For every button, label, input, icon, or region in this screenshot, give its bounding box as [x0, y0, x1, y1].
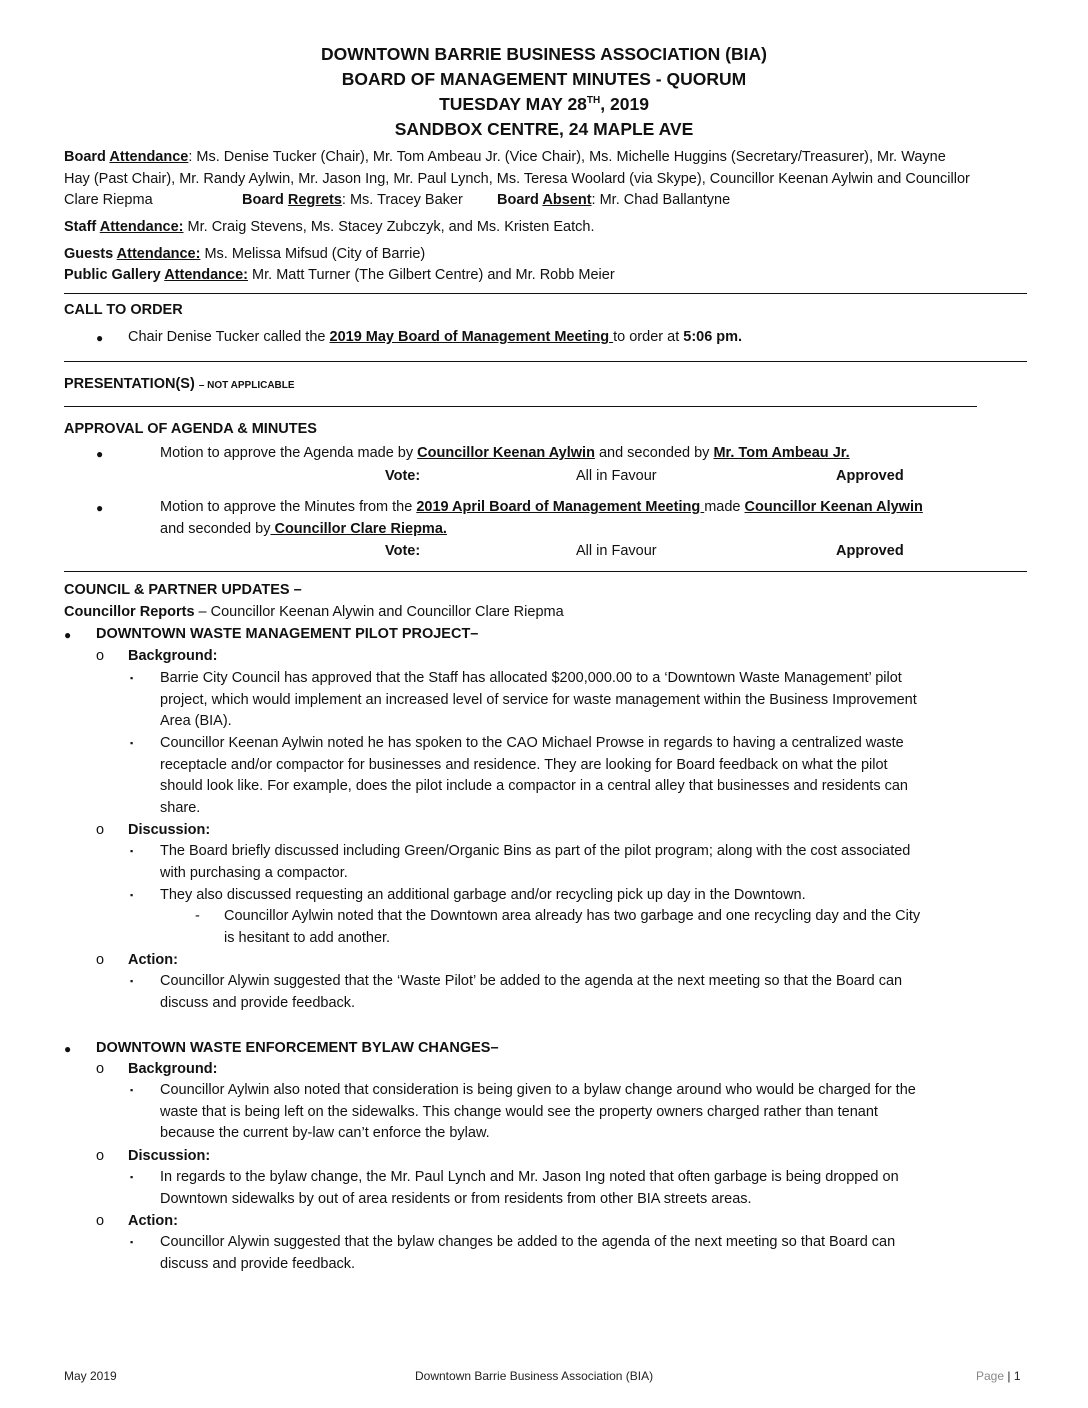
vote-result: Approved [836, 468, 904, 484]
circle-bullet-icon: o [96, 952, 105, 968]
divider [64, 361, 1027, 362]
board-attendance: Board Attendance: Ms. Denise Tucker (Chair), Mr. Tom Ambeau Jr. (Vice Chair), Ms. Michelle Huggins (Secretary/Treasurer), Mr. Wayne Hay (Past Chair), Mr. Randy Aylwin, Mr. Jason Ing, Mr. Paul Lynch, Ms. Teresa Woolard (via Skype), Councillor Keenan Aylwin and Councillor Clare Riepma Board Regrets: Ms. Tracey Baker Board Absent: Mr. Chad Ballantyne [64, 147, 1044, 212]
call-to-order-heading: CALL TO ORDER [64, 302, 183, 318]
bullet-icon: ● [64, 1042, 72, 1056]
staff-attendance: Staff Attendance: Mr. Craig Stevens, Ms. Stacey Zubczyk, and Ms. Kristen Eatch. [64, 219, 595, 235]
item2-title: DOWNTOWN WASTE ENFORCEMENT BYLAW CHANGES– [96, 1040, 499, 1056]
vote-value: All in Favour [576, 468, 657, 484]
item1-action-1: Councillor Alywin suggested that the ‘Waste Pilot’ be added to the agenda at the next meeting so that the Board can discuss and provide feedback. [160, 973, 903, 1011]
vote-result: Approved [836, 543, 904, 559]
minutes-motion: Motion to approve the Minutes from the 2019 April Board of Management Meeting made Councillor Keenan Alywin and seconded by Councillor Clare Riepma. [160, 499, 923, 537]
agenda-heading: APPROVAL OF AGENDA & MINUTES [64, 421, 317, 437]
dash-bullet-icon: - [195, 908, 200, 924]
item2-background-label: Background: [128, 1061, 218, 1077]
square-bullet-icon: ▪ [130, 1085, 134, 1095]
divider [64, 293, 1027, 294]
bullet-icon: ● [96, 447, 104, 461]
vote-label: Vote: [385, 543, 421, 559]
square-bullet-icon: ▪ [130, 673, 134, 683]
meeting-location: SANDBOX CENTRE, 24 MAPLE AVE [394, 119, 694, 139]
item1-discussion-3: Councillor Aylwin noted that the Downtown area already has two garbage and one recycling day and the City is hesitant to add another. [224, 908, 921, 946]
square-bullet-icon: ▪ [130, 1237, 134, 1247]
item1-discussion-label: Discussion: [128, 822, 211, 838]
meeting-date: TUESDAY MAY 28TH, 2019 [439, 94, 649, 114]
bullet-icon: ● [96, 501, 104, 515]
divider [64, 571, 1027, 572]
circle-bullet-icon: o [96, 1148, 105, 1164]
item1-background-label: Background: [128, 648, 218, 664]
square-bullet-icon: ▪ [130, 846, 134, 856]
item2-action-label: Action: [128, 1213, 178, 1229]
councillor-reports: Councillor Reports – Councillor Keenan Alywin and Councillor Clare Riepma [64, 604, 564, 620]
square-bullet-icon: ▪ [130, 1172, 134, 1182]
item1-background-2: Councillor Keenan Aylwin noted he has spoken to the CAO Michael Prowse in regards to having a centralized waste receptacle and/or compactor for businesses and residence. They are looking for Board feedback on what the pilot should look like. For example, does the pilot include a compactor in a central alley that businesses and residents can share. [160, 735, 908, 816]
divider [64, 406, 977, 407]
bullet-icon: ● [64, 628, 72, 642]
item1-background-1: Barrie City Council has approved that the Staff has allocated $200,000.00 to a ‘Downtown Waste Management’ pilot project, which would implement an increased level of service for waste management within the Business Improvement Area (BIA). [160, 670, 917, 729]
footer-org: Downtown Barrie Business Association (BIA) [415, 1369, 654, 1383]
call-to-order-text: Chair Denise Tucker called the 2019 May Board of Management Meeting to order at 5:06 pm. [128, 329, 743, 345]
footer-date: May 2019 [64, 1369, 117, 1383]
presentations-heading: PRESENTATION(S) – NOT APPLICABLE [64, 376, 295, 392]
item2-discussion-label: Discussion: [128, 1148, 211, 1164]
circle-bullet-icon: o [96, 822, 105, 838]
circle-bullet-icon: o [96, 1061, 105, 1077]
vote-label: Vote: [385, 468, 421, 484]
square-bullet-icon: ▪ [130, 890, 134, 900]
minutes-title: BOARD OF MANAGEMENT MINUTES - QUORUM [341, 69, 747, 89]
square-bullet-icon: ▪ [130, 738, 134, 748]
board-regrets: Board Regrets: Ms. Tracey Baker [242, 192, 463, 208]
bullet-icon: ● [96, 331, 104, 345]
item1-title: DOWNTOWN WASTE MANAGEMENT PILOT PROJECT– [96, 626, 479, 642]
item1-discussion-2: They also discussed requesting an additional garbage and/or recycling pick up day in the Downtown. [160, 887, 806, 903]
footer-page-number: Page | 1 [976, 1369, 1021, 1383]
board-absent: Board Absent: Mr. Chad Ballantyne [497, 192, 731, 208]
item2-action-1: Councillor Alywin suggested that the bylaw changes be added to the agenda of the next meeting so that Board can discuss and provide feedback. [160, 1234, 896, 1272]
council-heading: COUNCIL & PARTNER UPDATES – [64, 582, 302, 598]
circle-bullet-icon: o [96, 648, 105, 664]
guests-attendance: Guests Attendance: Ms. Melissa Mifsud (City of Barrie) [64, 246, 426, 262]
circle-bullet-icon: o [96, 1213, 105, 1229]
vote-value: All in Favour [576, 543, 657, 559]
org-title: DOWNTOWN BARRIE BUSINESS ASSOCIATION (BIA) [321, 44, 767, 64]
item1-discussion-1: The Board briefly discussed including Green/Organic Bins as part of the pilot program; along with the cost associated with purchasing a compactor. [160, 843, 911, 881]
item1-action-label: Action: [128, 952, 178, 968]
item2-background-1: Councillor Aylwin also noted that consideration is being given to a bylaw change around who would be charged for the waste that is being left on the sidewalks. This change would see the property owners charged rather than tenant because the current by-law can’t enforce the bylaw. [160, 1082, 916, 1141]
item2-discussion-1: In regards to the bylaw change, the Mr. Paul Lynch and Mr. Jason Ing noted that often garbage is being dropped on Downtown sidewalks by out of area residents or from residents from other BIA streets areas. [160, 1169, 899, 1207]
agenda-motion: Motion to approve the Agenda made by Councillor Keenan Aylwin and seconded by Mr. Tom Ambeau Jr. [160, 445, 850, 461]
public-attendance: Public Gallery Attendance: Mr. Matt Turner (The Gilbert Centre) and Mr. Robb Meier [64, 267, 615, 283]
square-bullet-icon: ▪ [130, 976, 134, 986]
